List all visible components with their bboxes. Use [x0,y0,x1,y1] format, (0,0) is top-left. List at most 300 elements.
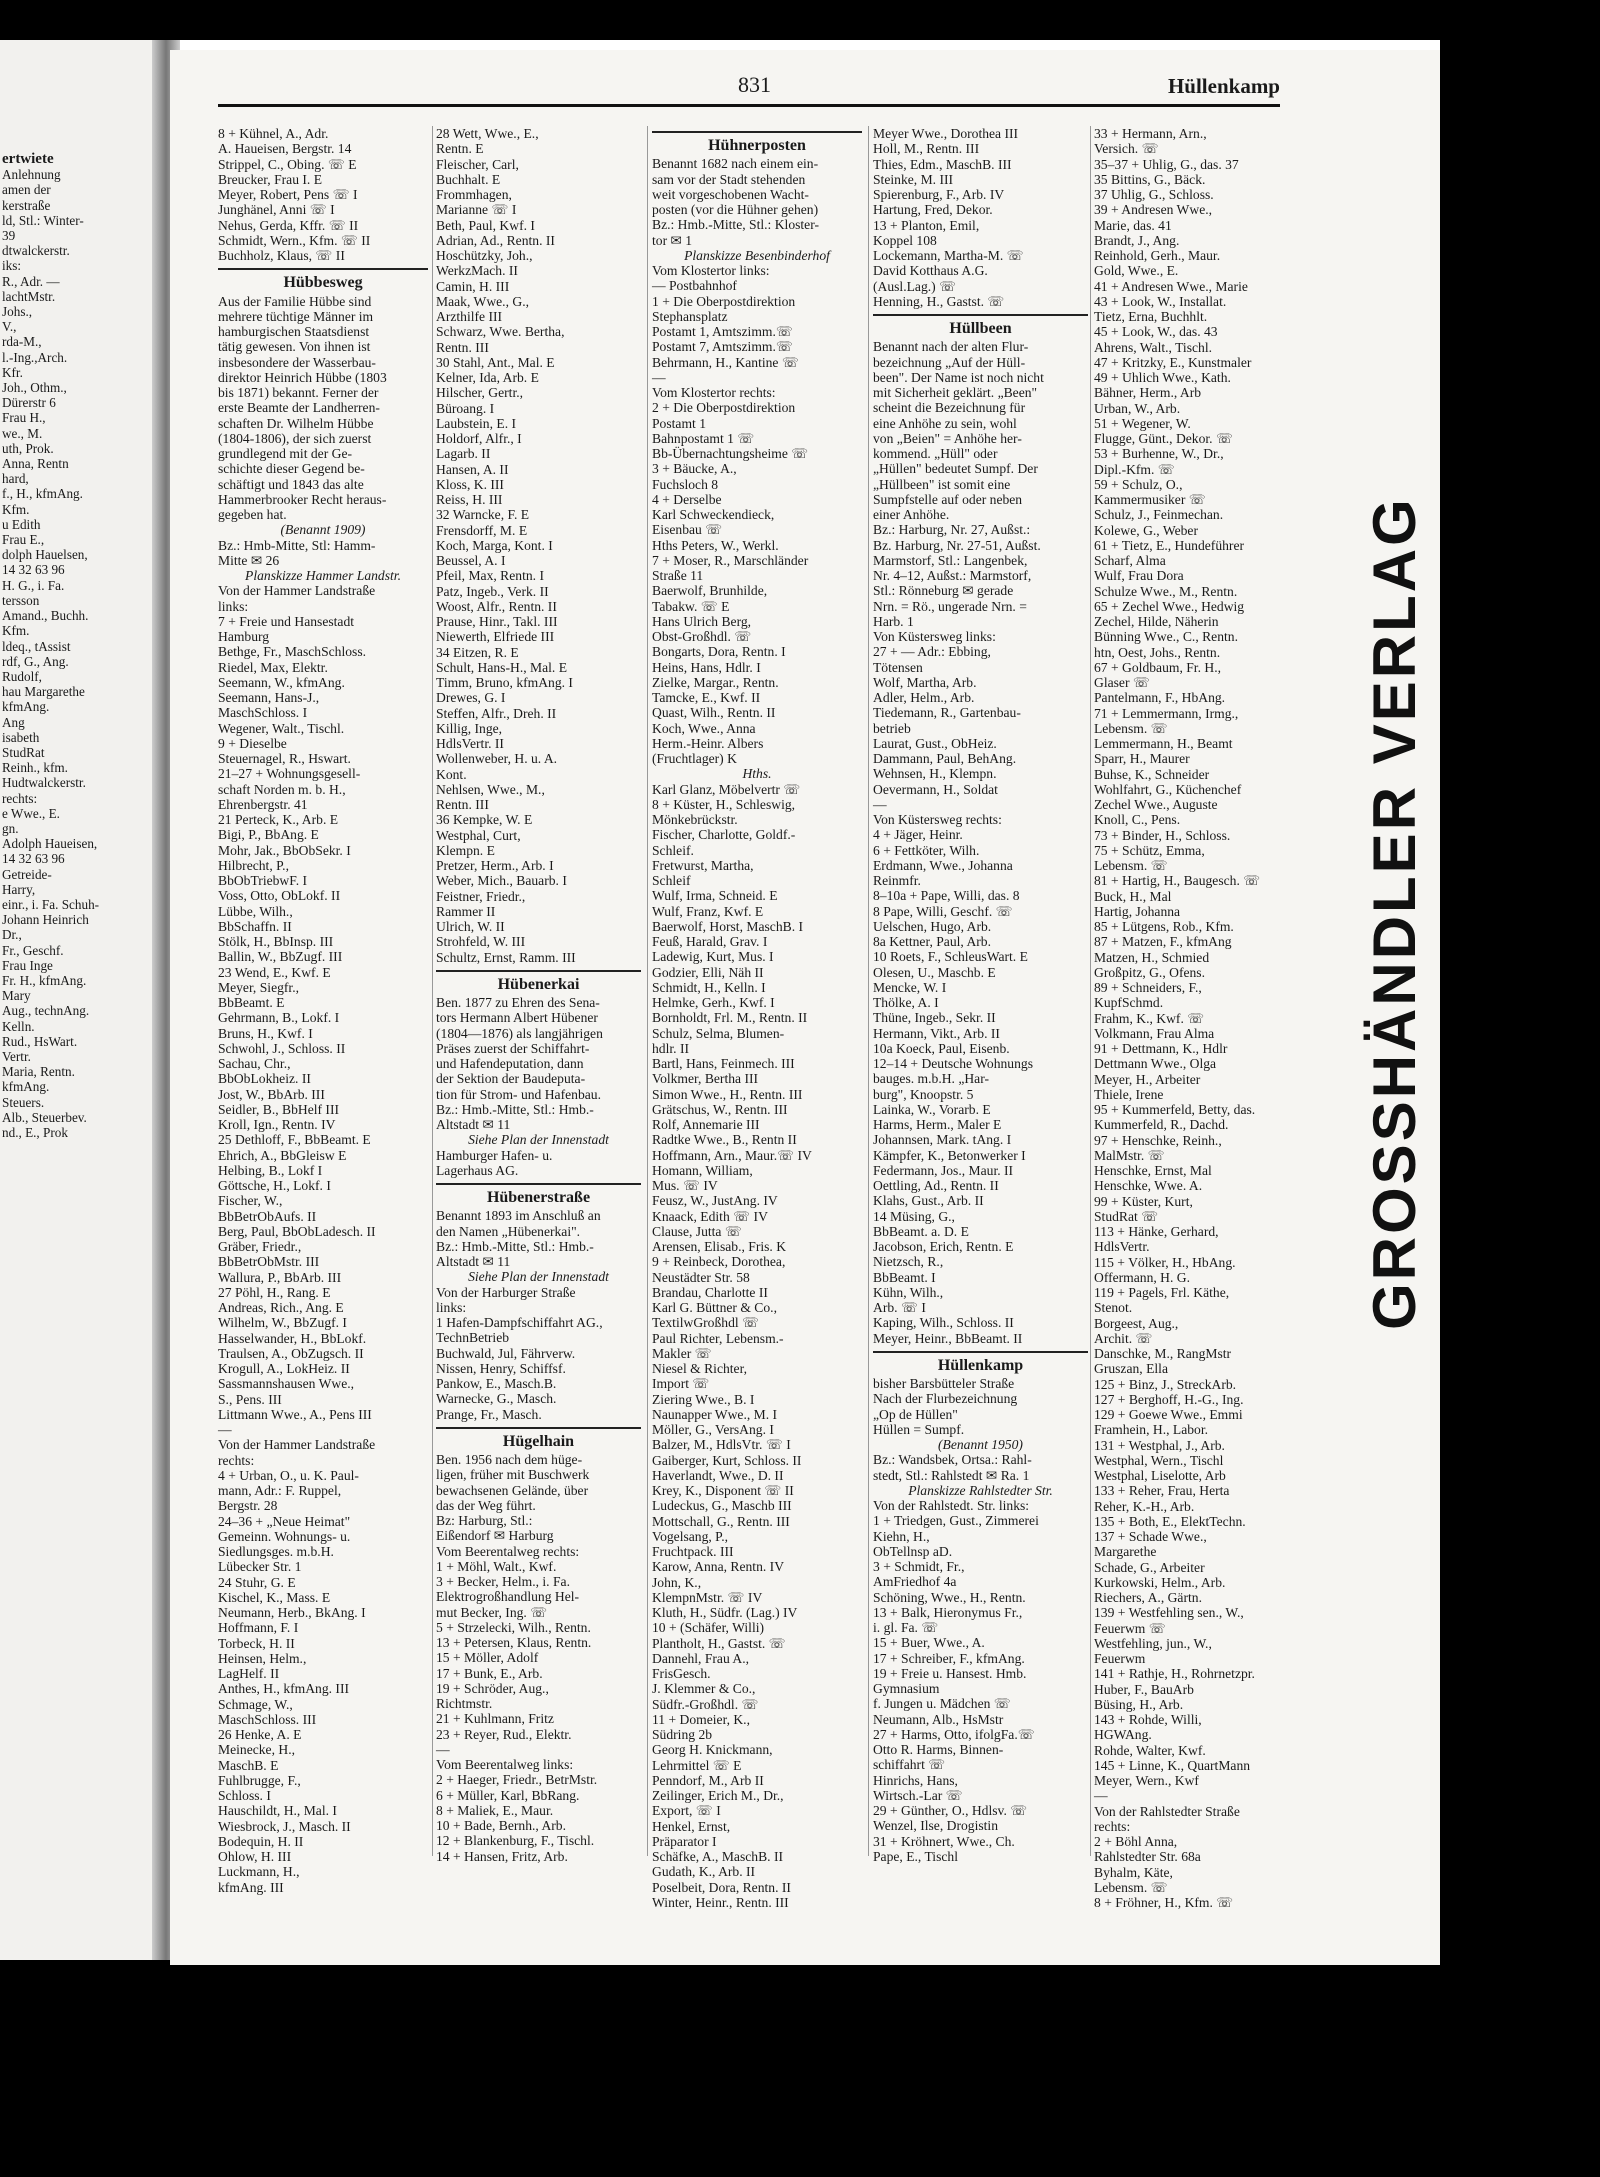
directory-entry: 3 + Schmidt, Fr., [873,1559,965,1574]
directory-entry: Weber, Mich., Bauarb. I [436,873,567,889]
directory-entry: Godzier, Elli, Näh II [652,964,764,980]
directory-entry: Steinke, M. III [873,171,954,187]
directory-entry: Von der Rahlstedter Straße [1094,1803,1240,1819]
scan-border-left [0,0,1600,40]
directory-entry: Holdorf, Alfr., I [436,431,522,446]
directory-entry: Export, ☏ I [652,1803,721,1819]
directory-entry: Laubstein, E. I [436,415,517,431]
directory-entry: Hths Peters, W., Werkl. [652,537,779,553]
directory-entry: Bornholdt, Frl. M., Rentn. II [652,1010,808,1026]
directory-entry: Lainka, W., Vorarb. E [873,1101,991,1117]
directory-entry: Frommhagen, [436,187,512,202]
directory-entry: KlempnMstr. ☏ IV [652,1589,763,1605]
directory-entry: tätig gewesen. Von ihnen ist [218,339,371,355]
directory-entry: 2 + Die Oberpostdirektion [652,400,796,416]
directory-entry: Dannehl, Frau A., [652,1650,750,1666]
directory-entry: Wenzel, Ilse, Drogistin [873,1818,998,1834]
directory-entry: Schleif [652,873,691,888]
directory-entry: kfmAng. III [218,1879,284,1895]
directory-entry: Hermann, Vikt., Arb. II [873,1025,1000,1041]
left-page-line: Joh., Othm., [2,380,67,396]
directory-entry: 9 + Dieselbe [218,735,287,751]
directory-entry: 91 + Dettmann, K., Hdlr [1094,1041,1228,1056]
directory-entry: Siedlungsges. m.b.H. [218,1544,334,1559]
directory-entry: Heins, Hans, Hdlr. I [652,659,761,675]
page-header [218,72,1280,107]
directory-entry: Lagarb. II [436,446,491,462]
directory-entry: Benannt 1682 nach einem ein- [652,156,819,172]
directory-entry: Heinsen, Helm., [218,1650,307,1666]
left-page-line: hard, [2,471,29,487]
directory-entry: Archit. ☏ [1094,1330,1153,1346]
directory-column-4 [873,126,1088,1864]
directory-entry: TechnBetrieb [436,1330,510,1346]
directory-entry: 135 + Both, E., ElektTechn. [1094,1513,1246,1529]
directory-entry: der Sektion der Baudeputa- [436,1071,586,1087]
directory-entry: Kurkowski, Helm., Arb. [1094,1574,1226,1590]
directory-entry: Buck, H., Mal [1094,888,1172,904]
directory-entry: Schulz, J., Feinmechan. [1094,507,1224,523]
directory-entry: 145 + Linne, K., QuartMann [1094,1757,1251,1773]
directory-entry: Fleischer, Carl, [436,156,519,172]
directory-entry: Gemeinn. Wohnungs- u. [218,1528,351,1544]
left-page-line: Frau Inge [2,957,53,973]
directory-entry: 95 + Kummerfeld, Betty, das. [1094,1102,1256,1117]
directory-entry: 59 + Schulz, O., [1094,476,1183,492]
directory-entry: 35 Bittins, G., Bäck. [1094,171,1206,187]
directory-entry: Schwohl, J., Schloss. II [218,1040,346,1056]
directory-entry: Pantelmann, F., HbAng. [1094,690,1226,706]
directory-entry: Zielke, Margar., Rentn. [652,674,779,690]
directory-entry: Hasselwander, H., BbLokf. [218,1330,367,1346]
directory-entry: 131 + Westphal, J., Arb. [1094,1437,1225,1453]
directory-entry: Radtke Wwe., B., Rentn II [652,1132,797,1148]
directory-entry: Bz.: Wandsbek, Ortsa.: Rahl- [873,1452,1032,1468]
street-note: Planskizze Rahlstedter Str. [908,1482,1053,1498]
directory-entry: Harb. 1 [873,613,914,629]
directory-entry: Pfeil, Max, Rentn. I [436,568,544,584]
directory-entry: Kroll, Ign., Rentn. IV [218,1117,336,1132]
directory-entry: Arzthilfe III [436,309,503,324]
directory-entry: mehrere tüchtige Männer im [218,308,374,324]
directory-column-1 [218,126,428,1895]
left-page-line: isabeth [2,729,40,745]
directory-entry: rechts: [1094,1818,1131,1834]
directory-entry: Bigi, P., BbAng. E [218,827,319,843]
directory-entry: 8 Pape, Willi, Geschf. ☏ [873,903,1013,919]
directory-entry: Westphal, Curt, [436,827,521,843]
directory-entry: Glaser ☏ [1094,675,1150,690]
directory-entry: Flugge, Günt., Dekor. ☏ [1094,431,1233,446]
left-page-line: R., Adr. — [2,273,60,289]
directory-entry: Stephansplatz [652,308,728,324]
directory-entry: Sassmannshausen Wwe., [218,1376,355,1392]
directory-entry: Rohde, Walter, Kwf. [1094,1742,1206,1758]
directory-entry: BbBeamt. E [218,995,285,1010]
directory-entry: Feusz, W., JustAng. IV [652,1193,778,1209]
left-page-line: Fr., Geschf. [2,942,64,958]
directory-entry: Von der Hammer Landstraße [218,1437,376,1453]
street-note: Hths. [742,766,772,782]
directory-entry: Meinecke, H., [218,1742,296,1758]
directory-entry: 8a Kettner, Paul, Arb. [873,934,991,949]
left-page-line: nd., E., Prok [2,1125,68,1140]
directory-entry: David Kotthaus A.G. [873,263,988,279]
directory-entry: Fuhlbrugge, F., [218,1772,301,1788]
directory-entry: Bz.: Hmb.-Mitte, Stl.: Kloster- [652,217,819,233]
directory-entry: Bergstr. 28 [218,1498,278,1514]
left-page-line: gn. [2,820,19,836]
directory-entry: Zechel, Hilde, Näherin [1094,614,1219,629]
directory-entry: Hammerbrooker Recht heraus- [218,491,387,507]
directory-entry: Naunapper Wwe., M. I [652,1406,778,1422]
directory-entry: Großpitz, G., Ofens. [1094,964,1205,980]
directory-entry: Henschke, Ernst, Mal [1094,1163,1212,1178]
directory-entry: Paul Richter, Lebensm.- [652,1330,784,1346]
directory-entry: Fuchsloch 8 [652,476,719,492]
directory-entry: links: [436,1299,467,1315]
directory-entry: 125 + Binz, J., StreckArb. [1094,1376,1237,1392]
scan-border-bottom [0,1960,1600,2177]
directory-entry: Rahlstedter Str. 68a [1094,1849,1201,1865]
street-note: Siehe Plan der Innenstadt [468,1269,609,1285]
directory-entry: 34 Eitzen, R. E [436,644,519,660]
directory-entry: 113 + Hänke, Gerhard, [1094,1224,1219,1239]
directory-entry: bewachsenen Gelände, über [436,1482,589,1498]
directory-entry: Bruns, H., Kwf. I [218,1025,313,1041]
directory-entry: — [1094,1788,1108,1804]
directory-entry: 1 + Triedgen, Gust., Zimmerei [873,1513,1039,1529]
directory-entry: 81 + Hartig, H., Baugesch. ☏ [1094,873,1261,889]
directory-entry: 4 + Jäger, Heinr. [873,827,963,843]
directory-entry: 3 + Bäucke, A., [652,461,737,477]
directory-entry: Poselbeit, Dora, Rentn. II [652,1879,791,1895]
directory-entry: Bz.: Hmb-Mitte, Stl: Hamm- [218,537,376,553]
directory-entry: burg", Knoopstr. 5 [873,1086,974,1102]
directory-entry: Ulrich, W. II [436,919,505,934]
directory-entry: Oettling, Ad., Rentn. II [873,1178,999,1193]
street-heading: Hübbesweg [218,268,428,290]
directory-entry: Helbing, B., Lokf I [218,1162,323,1178]
directory-entry: Framhein, H., Labor. [1094,1422,1209,1438]
directory-entry: Schöning, Wwe., H., Rentn. [873,1589,1026,1605]
directory-entry: 23 Wend, E., Kwf. E [218,964,331,980]
directory-entry: Mencke, W. I [873,979,947,995]
directory-entry: 7 + Moser, R., Marschländer [652,552,809,568]
directory-entry: Mönkebrückstr. [652,812,738,827]
directory-entry: Hamburger Hafen- u. [436,1147,553,1163]
directory-entry: Danschke, M., RangMstr [1094,1346,1232,1361]
directory-entry: Knoll, C., Pens. [1094,812,1181,828]
directory-entry: 61 + Tietz, E., Hundeführer [1094,537,1245,553]
directory-entry: Rentn. E [436,141,484,157]
directory-entry: 13 + Planton, Emil, [873,217,980,233]
directory-entry: Steffen, Alfr., Dreh. II [436,705,557,721]
directory-entry: 127 + Berghoff, H.-G., Ing. [1094,1391,1244,1407]
directory-entry: Ziering Wwe., B. I [652,1391,755,1407]
directory-entry: 36 Kempke, W. E [436,812,533,828]
directory-entry: 65 + Zechel Wwe., Hedwig [1094,598,1245,614]
directory-entry: bis 1871) bekannt. Ferner der [218,385,379,400]
directory-entry: tor ✉ 1 [652,232,693,248]
directory-entry: 26 Henke, A. E [218,1727,302,1742]
directory-entry: — [218,1422,232,1437]
directory-entry: Beussel, A. I [436,553,506,568]
directory-entry: Ben. 1877 zu Ehren des Sena- [436,995,600,1010]
directory-entry: Dammann, Paul, BehAng. [873,751,1017,766]
directory-entry: mit Sicherheit geklärt. „Been" [873,385,1038,400]
directory-entry: 2 + Haeger, Friedr., BetrMstr. [436,1772,598,1788]
directory-entry: hamburgischen Staatsdienst [218,324,370,339]
left-page-line: Dr., [2,927,22,943]
directory-entry: 6 + Fettköter, Wilh. [873,842,980,858]
directory-column-3 [652,126,862,1910]
directory-entry: Lebensm. ☏ [1094,858,1168,873]
directory-entry: Adrian, Ad., Rentn. II [436,232,555,248]
directory-entry: BbObTriebwF. I [218,873,308,888]
directory-entry: Kiehn, H., [873,1528,930,1544]
left-page-line: Anlehnung [2,167,61,183]
directory-entry: Baerwolf, Horst, MaschB. I [652,918,804,934]
directory-entry: J. Klemmer & Co., [652,1681,756,1697]
directory-entry: Brandau, Charlotte II [652,1284,768,1300]
directory-entry: Präses zuerst der Schiffahrt- [436,1040,590,1056]
directory-entry: Bünning Wwe., C., Rentn. [1094,629,1238,645]
directory-entry: Schulze Wwe., M., Rentn. [1094,583,1238,599]
directory-entry: (1804—1876) als langjährigen [436,1025,603,1041]
directory-entry: 11 + Domeier, K., [652,1711,750,1727]
directory-entry: Koch, Wwe., Anna [652,720,756,736]
directory-entry: Wilhelm, W., BbZugf. I [218,1315,347,1331]
directory-entry: Kammermusiker ☏ [1094,492,1206,507]
directory-entry: 115 + Völker, H., HbAng. [1094,1254,1236,1270]
directory-entry: Aus der Familie Hübbe sind [218,293,372,309]
directory-entry: kommend. „Hüll" oder [873,446,998,461]
directory-entry: Schwarz, Wwe. Bertha, [436,324,565,340]
left-page-line: H. G., i. Fa. [2,577,65,593]
left-page-line: 14 32 63 96 [2,851,65,867]
left-page-line: Kelln. [2,1018,35,1034]
directory-entry: 8 + Küster, H., Schleswig, [652,796,796,812]
directory-entry: 31 + Kröhnert, Wwe., Ch. [873,1833,1015,1849]
directory-entry: Kummerfeld, R., Dachd. [1094,1117,1229,1133]
directory-entry: Von Küstersweg rechts: [873,812,1002,827]
directory-entry: 10 + Bade, Bernh., Arb. [436,1818,566,1833]
directory-entry: Schloss. I [218,1788,271,1803]
directory-entry: 7 + Freie und Hansestadt [218,613,355,629]
column-divider [1090,126,1091,1856]
directory-entry: Rammer II [436,903,496,919]
directory-entry: TextilwGroßhdl ☏ [652,1315,760,1331]
directory-entry: Schult, Hans-H., Mal. E [436,659,568,675]
directory-entry: Wulf, Frau Dora [1094,568,1184,584]
directory-entry: Oevermann, H., Soldat [873,781,998,797]
directory-entry: Lagerhaus AG. [436,1162,519,1178]
directory-entry: Haverlandt, Wwe., D. II [652,1467,784,1483]
directory-entry: Vom Klostertor rechts: [652,385,776,400]
directory-entry: Buchwald, Jul, Fährverw. [436,1345,576,1361]
directory-entry: Feuß, Harald, Grav. I [652,934,768,949]
directory-entry: betrieb [873,720,911,736]
directory-entry: Meyer, Heinr., BbBeamt. II [873,1330,1023,1346]
directory-entry: Meyer, Robert, Pens ☏ I [218,187,358,202]
directory-entry: Penndorf, M., Arb II [652,1772,764,1788]
directory-entry: Pape, E., Tischl [873,1848,958,1864]
directory-entry: S., Pens. III [218,1391,282,1407]
directory-entry: WerkzMach. II [436,263,518,279]
directory-entry: 45 + Look, W., das. 43 [1094,324,1218,340]
directory-entry: den Namen „Hübenerkai". [436,1223,581,1239]
left-page-line: 14 32 63 96 [2,562,65,578]
directory-entry: Stölk, H., BbInsp. III [218,934,334,949]
directory-entry: Thölke, A. I [873,995,939,1010]
directory-entry: erste Beamte der Landherren- [218,400,380,416]
directory-entry: Eisenbau ☏ [652,522,723,538]
left-page-line: dtwalckerstr. [2,243,70,259]
directory-entry: Neustädter Str. 58 [652,1269,750,1285]
page-number: 831 [738,72,771,97]
directory-entry: Breucker, Frau I. E [218,171,323,187]
directory-entry: Georg H. Knickmann, [652,1742,773,1758]
directory-entry: „Hüllen" bedeutet Sumpf. Der [873,461,1038,477]
directory-entry: Kaping, Wilh., Schloss. II [873,1315,1014,1331]
directory-entry: Holl, M., Rentn. III [873,141,980,157]
directory-entry: 1 Hafen-Dampfschiffahrt AG., [436,1315,603,1330]
directory-entry: 6 + Müller, Karl, BbRang. [436,1787,580,1803]
directory-entry: Drewes, G. I [436,690,506,706]
directory-entry: Bongarts, Dora, Rentn. I [652,644,786,660]
directory-entry: 5 + Strzelecki, Wilh., Rentn. [436,1619,591,1635]
directory-entry: Elektrogroßhandlung Hel- [436,1589,580,1605]
directory-entry: Westphal, Liselotte, Arb [1094,1468,1226,1483]
directory-entry: rechts: [218,1452,255,1468]
directory-entry: 21–27 + Wohnungsgesell- [218,766,361,782]
directory-entry: 119 + Pagels, Frl. Käthe, [1094,1285,1230,1300]
directory-entry: 97 + Henschke, Reinh., [1094,1132,1222,1148]
directory-entry: Buchholz, Klaus, ☏ II [218,248,345,263]
left-page-line: Adolph Haueisen, [2,836,98,852]
directory-entry: Tamcke, E., Kwf. II [652,690,761,705]
directory-entry: Quast, Wilh., Rentn. II [652,705,776,721]
directory-entry: been". Der Name ist noch nicht [873,369,1044,385]
directory-entry: Hilscher, Gertr., [436,385,524,401]
directory-entry: Meyer, Siegfr., [218,979,299,995]
left-page-line: Amand., Buchh. [2,608,89,624]
directory-entry: Mottschall, G., Rentn. III [652,1513,790,1529]
left-page-line: kfmAng. [2,699,50,715]
directory-entry: 8 + Fröhner, H., Kfm. ☏ [1094,1895,1234,1910]
directory-entry: MalMstr. ☏ [1094,1147,1165,1163]
directory-entry: Krey, K., Disponent ☏ II [652,1483,794,1498]
directory-entry: Tietz, Erna, Buchhlt. [1094,309,1208,324]
directory-entry: Bethge, Fr., MaschSchloss. [218,644,367,660]
directory-entry: Bz: Harburg, Stl.: [436,1513,533,1528]
directory-entry: Vom Klostertor links: [652,263,770,278]
directory-entry: 8 + Maliek, E., Maur. [436,1802,554,1818]
directory-entry: Benannt 1893 im Anschluß an [436,1208,601,1224]
directory-entry: Import ☏ [652,1376,710,1392]
directory-entry: 30 Stahl, Ant., Mal. E [436,354,555,370]
directory-entry: Wiesbrock, J., Masch. II [218,1818,351,1834]
directory-entry: 13 + Petersen, Klaus, Rentn. [436,1635,592,1650]
directory-entry: Matzen, H., Schmied [1094,949,1210,965]
directory-entry: Arensen, Elisab., Fris. K [652,1239,787,1254]
directory-entry: 27 + — Adr.: Ebbing, [873,644,991,660]
directory-entry: Bahnpostamt 1 ☏ [652,430,755,446]
directory-entry: Thiele, Irene [1094,1086,1164,1102]
directory-entry: 41 + Andresen Wwe., Marie [1094,278,1248,294]
directory-entry: BbBeamt. a. D. E [873,1223,969,1239]
directory-entry: Harms, Herm., Maler E [873,1117,1002,1132]
directory-entry: mut Becker, Ing. ☏ [436,1604,548,1620]
directory-entry: Westphal, Wern., Tischl [1094,1452,1224,1468]
directory-entry: Bähner, Herm., Arb [1094,385,1202,401]
directory-entry: Marie, das. 41 [1094,217,1172,233]
directory-entry: 8–10a + Pape, Willi, das. 8 [873,888,1020,904]
directory-entry: Reinmfr. [873,873,921,888]
left-page-line: Johs., [2,304,33,320]
directory-entry: Ohlow, H. III [218,1849,292,1864]
street-heading: Hübenerstraße [436,1183,641,1205]
directory-entry: 10a Koeck, Paul, Eisenb. [873,1040,1010,1056]
directory-entry: Ehrenbergstr. 41 [218,796,308,812]
directory-entry: Fruchtpack. III [652,1544,734,1559]
left-page-line: Kfm. [2,623,30,639]
directory-entry: Clause, Jutta ☏ [652,1223,742,1239]
street-note: Siehe Plan der Innenstadt [468,1132,609,1148]
directory-entry: Volkmann, Frau Alma [1094,1025,1215,1041]
left-page-line: we., M. [2,425,43,441]
directory-entry: 51 + Wegener, W. [1094,415,1191,431]
directory-entry: Straße 11 [652,568,704,583]
left-page-line: tersson [2,592,40,608]
directory-entry: bezeichnung „Auf der Hüll- [873,354,1026,370]
directory-entry: 99 + Küster, Kurt, [1094,1193,1193,1209]
directory-entry: BbBetrObAufs. II [218,1208,317,1224]
directory-entry: Junghänel, Anni ☏ I [218,202,335,218]
directory-entry: Wehnsen, H., Klempn. [873,766,997,782]
directory-entry: Gräber, Friedr., [218,1239,302,1254]
directory-entry: Lübecker Str. 1 [218,1559,302,1575]
directory-entry: 33 + Hermann, Arn., [1094,126,1207,141]
directory-entry: 137 + Schade Wwe., [1094,1529,1207,1544]
directory-entry: Wohlfahrt, G., Küchenchef [1094,781,1242,797]
directory-entry: Stenot. [1094,1300,1133,1316]
directory-entry: Fischer, W., [218,1193,283,1209]
directory-entry: Helmke, Gerh., Kwf. I [652,995,775,1010]
directory-entry: Wulf, Franz, Kwf. E [652,903,764,919]
street-heading: Hübenerkai [436,970,641,992]
directory-entry: Henkel, Ernst, [652,1818,731,1834]
directory-entry: BbObLokheiz. II [218,1071,311,1087]
directory-entry: 89 + Schneiders, F., [1094,980,1202,995]
directory-entry: Thüne, Ingeb., Sekr. II [873,1010,996,1026]
left-page-line: Reinh., kfm. [2,760,68,776]
directory-entry: Sparr, H., Maurer [1094,751,1190,767]
directory-entry: Neumann, Herb., BkAng. I [218,1605,366,1620]
directory-entry: Bz. Harburg, Nr. 27-51, Außst. [873,537,1041,553]
directory-entry: Nissen, Henry, Schiffsf. [436,1360,566,1376]
left-page-line: hau Margarethe [2,684,85,700]
directory-entry: Von der Harburger Straße [436,1284,576,1300]
directory-entry: Bz.: Harburg, Nr. 27, Außst.: [873,522,1031,538]
directory-entry: Kischel, K., Mass. E [218,1589,331,1605]
directory-entry: Schultz, Ernst, Ramm. III [436,949,576,965]
directory-entry: 85 + Lütgens, Rob., Kfm. [1094,919,1234,934]
directory-entry: Meyer Wwe., Dorothea III [873,126,1019,141]
left-page-line: lachtMstr. [2,288,56,304]
directory-entry: direktor Heinrich Hübbe (1803 [218,369,387,385]
